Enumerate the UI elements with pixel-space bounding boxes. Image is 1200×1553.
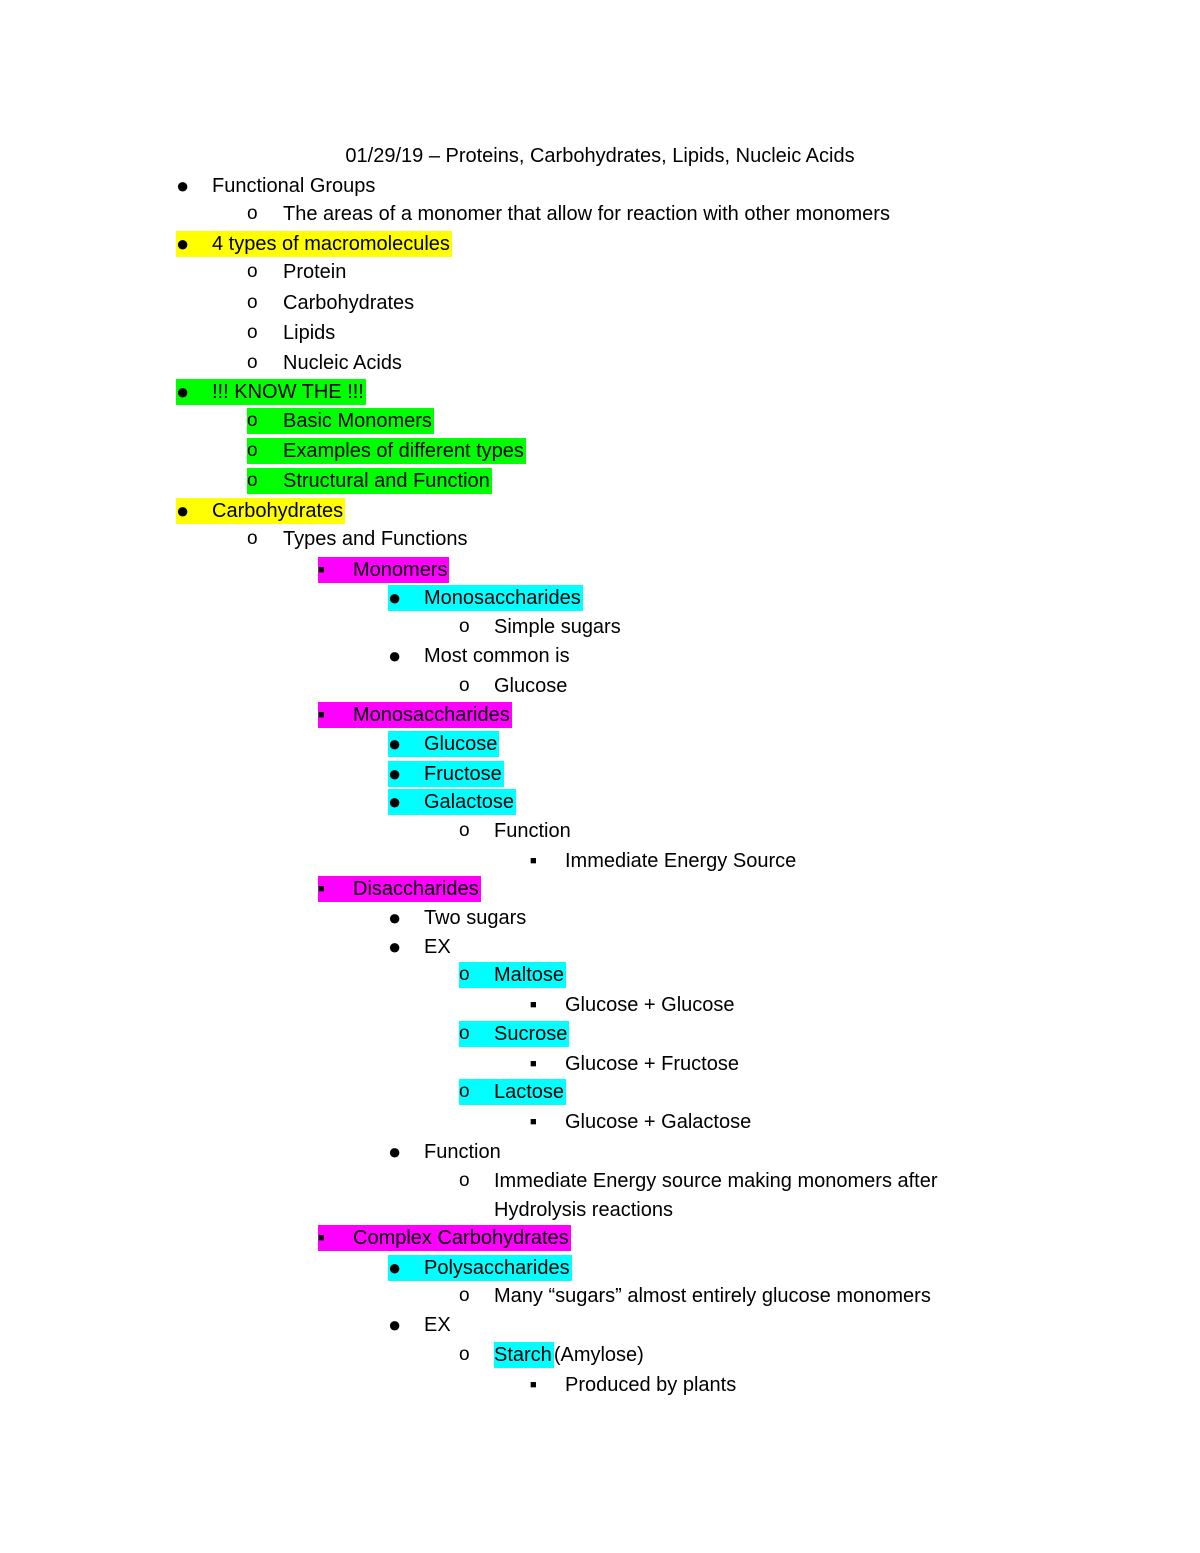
list-item-text: Many “sugars” almost entirely glucose monomers — [494, 1285, 931, 1307]
list-item-text: Immediate Energy source making monomers after — [494, 1170, 938, 1192]
bullet-dot-icon: ● — [388, 585, 402, 610]
list-item — [0, 556, 1200, 584]
bullet-dot-icon: ● — [388, 1255, 402, 1280]
list-item-text: Function — [424, 1141, 501, 1163]
list-item-text: Maltose — [494, 964, 565, 986]
bullet-circle-icon: o — [459, 1344, 470, 1365]
bullet-square-icon: ■ — [318, 883, 325, 895]
list-item-text: Two sugars — [424, 907, 527, 929]
list-item-text: Monosaccharides — [424, 587, 581, 609]
bullet-square-icon: ■ — [530, 855, 537, 867]
list-item-text: Complex Carbohydrates — [353, 1227, 569, 1249]
list-item-text: EX — [424, 936, 451, 958]
list-item-text: Polysaccharides — [424, 1257, 570, 1279]
list-item-text: Carbohydrates — [283, 292, 415, 314]
bullet-dot-icon: ● — [176, 231, 190, 256]
list-item — [0, 1108, 1200, 1136]
list-item — [0, 497, 1200, 525]
bullet-circle-icon: o — [459, 675, 470, 696]
bullet-circle-icon: o — [247, 261, 258, 282]
list-item — [0, 172, 1200, 200]
list-item-text: Most common is — [424, 645, 570, 667]
list-item-text: Basic Monomers — [283, 410, 432, 432]
list-item — [0, 961, 1200, 989]
bullet-dot-icon: ● — [176, 173, 190, 198]
list-item — [0, 875, 1200, 903]
list-item-text: Simple sugars — [494, 616, 621, 638]
list-item — [0, 230, 1200, 258]
list-item — [0, 349, 1200, 377]
list-item — [0, 904, 1200, 932]
list-item — [0, 1138, 1200, 1166]
list-item — [0, 1254, 1200, 1282]
bullet-circle-icon: o — [459, 616, 470, 637]
list-item-text: !!! KNOW THE !!! — [212, 381, 364, 403]
list-item — [0, 1167, 1200, 1195]
list-item-text: Starch — [494, 1344, 552, 1366]
list-item — [0, 1020, 1200, 1048]
bullet-circle-icon: o — [247, 440, 258, 461]
bullet-dot-icon: ● — [388, 761, 402, 786]
bullet-circle-icon: o — [459, 1023, 470, 1044]
list-item — [0, 760, 1200, 788]
list-item-text: Glucose — [424, 733, 498, 755]
list-item-text: Monomers — [353, 559, 448, 581]
list-item-text: Immediate Energy Source — [565, 850, 797, 872]
bullet-dot-icon: ● — [388, 1312, 402, 1337]
list-item — [0, 933, 1200, 961]
bullet-dot-icon: ● — [388, 731, 402, 756]
bullet-circle-icon: o — [459, 1081, 470, 1102]
list-item-text: Nucleic Acids — [283, 352, 402, 374]
list-item — [0, 730, 1200, 758]
list-item-text: Fructose — [424, 763, 502, 785]
page-title: 01/29/19 – Proteins, Carbohydrates, Lipids, Nucleic Acids — [345, 145, 855, 167]
list-item — [0, 1224, 1200, 1252]
bullet-circle-icon: o — [247, 292, 258, 313]
list-item-text: Glucose + Glucose — [565, 994, 735, 1016]
list-item — [0, 613, 1200, 641]
bullet-dot-icon: ● — [388, 643, 402, 668]
list-item-suffix: (Amylose) — [553, 1344, 644, 1366]
list-item-text: 4 types of macromolecules — [212, 233, 450, 255]
bullet-circle-icon: o — [459, 964, 470, 985]
list-item-text: Functional Groups — [212, 175, 376, 197]
bullet-square-icon: ■ — [530, 1379, 537, 1391]
list-item — [0, 991, 1200, 1019]
list-item — [0, 642, 1200, 670]
list-item — [0, 847, 1200, 875]
bullet-dot-icon: ● — [388, 1139, 402, 1164]
list-item-text: Galactose — [424, 791, 515, 813]
bullet-circle-icon: o — [247, 410, 258, 431]
list-item — [0, 817, 1200, 845]
list-item — [0, 467, 1200, 495]
list-item — [0, 525, 1200, 553]
bullet-circle-icon: o — [247, 352, 258, 373]
bullet-circle-icon: o — [459, 820, 470, 841]
bullet-square-icon: ■ — [530, 999, 537, 1011]
list-item — [0, 437, 1200, 465]
list-item-text: Function — [494, 820, 571, 842]
list-item-text: EX — [424, 1314, 451, 1336]
bullet-circle-icon: o — [459, 1170, 470, 1191]
bullet-dot-icon: ● — [388, 789, 402, 814]
list-item-text: Lactose — [494, 1081, 565, 1103]
list-item — [0, 289, 1200, 317]
list-item-text: Monosaccharides — [353, 704, 510, 726]
list-item-text: Disaccharides — [353, 878, 479, 900]
list-item-text: Structural and Function — [283, 470, 490, 492]
bullet-circle-icon: o — [247, 470, 258, 491]
list-item-text: Types and Functions — [283, 528, 468, 550]
bullet-square-icon: ■ — [318, 1232, 325, 1244]
list-item — [0, 200, 1200, 228]
bullet-square-icon: ■ — [318, 709, 325, 721]
bullet-circle-icon: o — [247, 203, 258, 224]
list-item — [0, 319, 1200, 347]
list-item-text: The areas of a monomer that allow for reaction with other monomers — [283, 203, 890, 225]
bullet-circle-icon: o — [459, 1285, 470, 1306]
list-item — [0, 1050, 1200, 1078]
list-item — [0, 258, 1200, 286]
list-item — [0, 1311, 1200, 1339]
bullet-dot-icon: ● — [176, 498, 190, 523]
bullet-dot-icon: ● — [176, 379, 190, 404]
bullet-circle-icon: o — [247, 322, 258, 343]
list-item — [0, 788, 1200, 816]
list-item — [0, 672, 1200, 700]
list-item-text: Sucrose — [494, 1023, 568, 1045]
list-item — [0, 378, 1200, 406]
list-item-text: Glucose + Galactose — [565, 1111, 752, 1133]
list-item — [0, 1282, 1200, 1310]
bullet-circle-icon: o — [247, 528, 258, 549]
list-item-continuation: Hydrolysis reactions — [494, 1199, 673, 1221]
list-item-text: Lipids — [283, 322, 336, 344]
list-item — [0, 407, 1200, 435]
bullet-dot-icon: ● — [388, 905, 402, 930]
list-item — [0, 584, 1200, 612]
bullet-square-icon: ■ — [318, 564, 325, 576]
list-item-text: Protein — [283, 261, 347, 283]
list-item — [0, 1341, 1200, 1369]
bullet-square-icon: ■ — [530, 1116, 537, 1128]
list-item-text: Carbohydrates — [212, 500, 344, 522]
list-item — [0, 1078, 1200, 1106]
list-item-text: Produced by plants — [565, 1374, 737, 1396]
list-item — [0, 1371, 1200, 1399]
list-item-text: Examples of different types — [283, 440, 524, 462]
bullet-dot-icon: ● — [388, 934, 402, 959]
list-item — [0, 701, 1200, 729]
list-item-text: Glucose + Fructose — [565, 1053, 739, 1075]
list-item-text: Glucose — [494, 675, 568, 697]
bullet-square-icon: ■ — [530, 1058, 537, 1070]
